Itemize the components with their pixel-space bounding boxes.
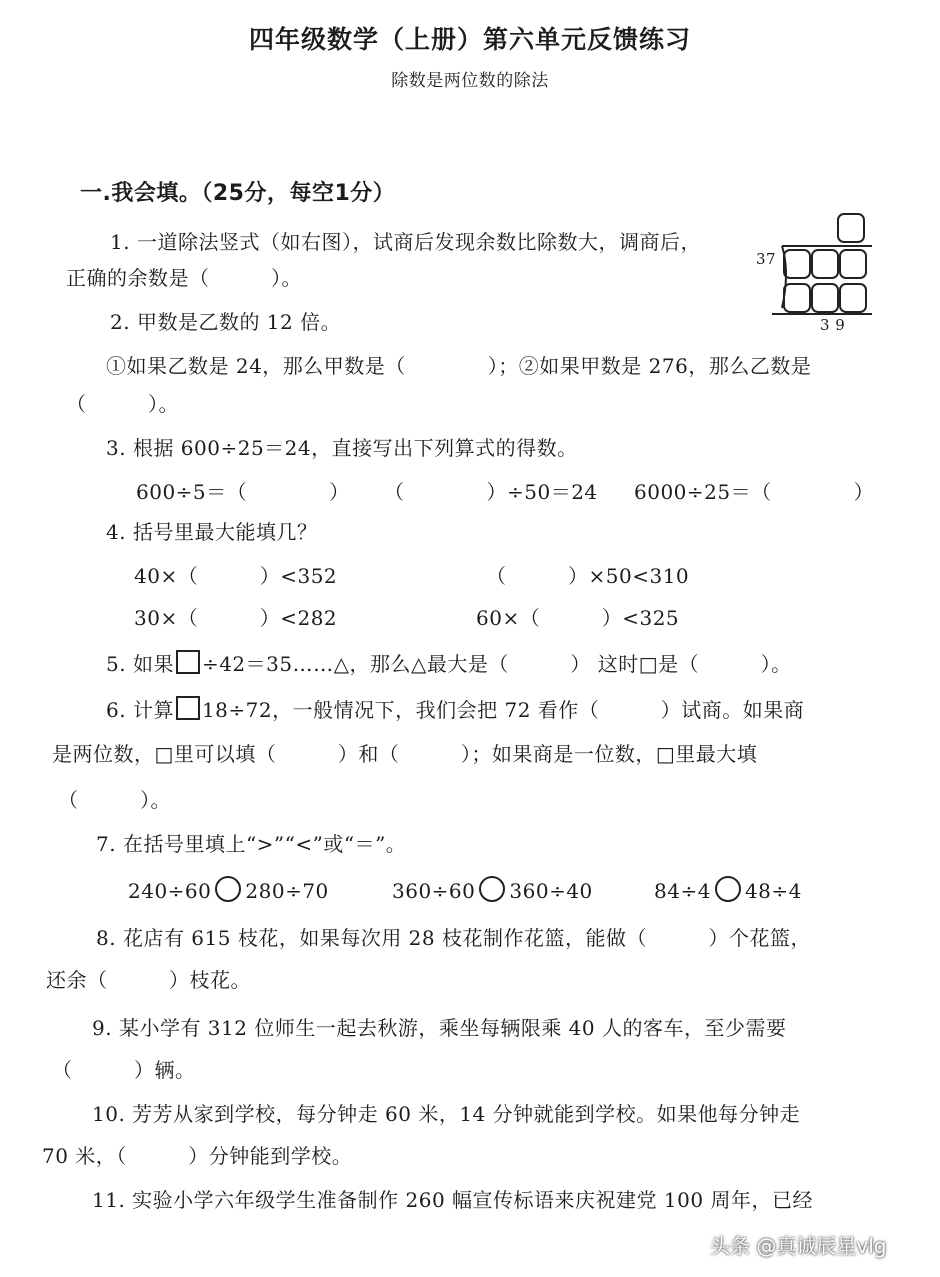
blank-square-icon xyxy=(176,650,200,674)
dividend-box-1 xyxy=(784,250,810,278)
q10-line1: 10. 芳芳从家到学校，每分钟走 60 米，14 分钟就能到学校。如果他每分钟走 xyxy=(92,1102,801,1126)
q6-line1 xyxy=(106,694,804,723)
blank-square-icon xyxy=(176,696,200,720)
q3-expr-1: 600÷5＝（ ） xyxy=(136,480,350,504)
page-title: 四年级数学（上册）第六单元反馈练习 xyxy=(248,25,691,54)
q5-prefix: 5. 如果 xyxy=(106,652,174,676)
q2-line1: 2. 甲数是乙数的 12 倍。 xyxy=(110,310,342,334)
q7-pair-2-right: 360÷40 xyxy=(509,879,593,903)
q6-line3: （ ）。 xyxy=(58,788,171,812)
q3-line1: 3. 根据 600÷25＝24，直接写出下列算式的得数。 xyxy=(106,436,578,460)
q6-line2: 是两位数，□里可以填（ ）和（ ）；如果商是一位数，□里最大填 xyxy=(52,742,758,766)
quotient-box xyxy=(838,214,864,242)
page-subtitle: 除数是两位数的除法 xyxy=(391,71,549,91)
q2-line3: （ ）。 xyxy=(66,392,179,416)
dividend-box-3 xyxy=(840,250,866,278)
q1-line2: 正确的余数是（ ）。 xyxy=(66,266,302,290)
compare-circle-icon xyxy=(479,876,505,902)
watermark: 头条 @真诚辰星vlg xyxy=(710,1234,887,1258)
q4-expr-1: 40×（ ）<352 xyxy=(134,564,338,588)
q7-pair-3 xyxy=(654,876,802,903)
q9-line2: （ ）辆。 xyxy=(52,1058,196,1082)
product-box-3 xyxy=(840,284,866,312)
section-heading: 一.我会填。（25分，每空1分） xyxy=(80,181,396,206)
q3-expr-3: 6000÷25＝（ ） xyxy=(634,480,875,504)
q3-expr-2: （ ）÷50＝24 xyxy=(384,480,598,504)
q8-line1: 8. 花店有 615 枝花，如果每次用 28 枝花制作花篮，能做（ ）个花篮， xyxy=(96,926,811,950)
q7-pair-3-right: 48÷4 xyxy=(744,879,802,903)
q11-line1: 11. 实验小学六年级学生准备制作 260 幅宣传标语来庆祝建党 100 周年，已经 xyxy=(92,1188,813,1212)
figure-remainder: 3 9 xyxy=(820,316,846,334)
q2-line2: ①如果乙数是 24，那么甲数是（ ）；②如果甲数是 276，那么乙数是 xyxy=(106,354,812,378)
q5-line xyxy=(106,648,792,677)
compare-circle-icon xyxy=(715,876,741,902)
q4-expr-4: 60×（ ）<325 xyxy=(476,606,680,630)
q4-expr-3: 30×（ ）<282 xyxy=(134,606,338,630)
product-box-2 xyxy=(812,284,838,312)
long-division-figure xyxy=(756,212,880,346)
q6-prefix: 6. 计算 xyxy=(106,698,174,722)
q10-line2: 70 米，（ ）分钟能到学校。 xyxy=(42,1144,353,1168)
q7-pair-2-left: 360÷60 xyxy=(392,879,476,903)
q7-line1: 7. 在括号里填上“>”“<”或“＝”。 xyxy=(96,832,407,856)
q7-pair-2 xyxy=(392,876,593,903)
compare-circle-icon xyxy=(215,876,241,902)
q7-pair-1 xyxy=(128,876,329,903)
q7-pair-1-right: 280÷70 xyxy=(245,879,329,903)
q4-line1: 4. 括号里最大能填几？ xyxy=(106,520,318,544)
q9-line1: 9. 某小学有 312 位师生一起去秋游，乘坐每辆限乘 40 人的客车，至少需要 xyxy=(92,1016,787,1040)
q8-line2: 还余（ ）枝花。 xyxy=(46,968,251,992)
product-box-1 xyxy=(784,284,810,312)
q7-pair-1-left: 240÷60 xyxy=(128,879,212,903)
figure-divisor: 37 xyxy=(756,250,777,268)
q1-line1: 1. 一道除法竖式（如右图），试商后发现余数比除数大，调商后， xyxy=(110,230,701,254)
dividend-box-2 xyxy=(812,250,838,278)
q7-pair-3-left: 84÷4 xyxy=(654,879,711,903)
q4-expr-2: （ ）×50<310 xyxy=(486,564,690,588)
q6-suffix: 18÷72，一般情况下，我们会把 72 看作（ ）试商。如果商 xyxy=(201,698,805,722)
q5-suffix: ÷42＝35……△，那么△最大是（ ） 这时□是（ ）。 xyxy=(201,652,792,676)
